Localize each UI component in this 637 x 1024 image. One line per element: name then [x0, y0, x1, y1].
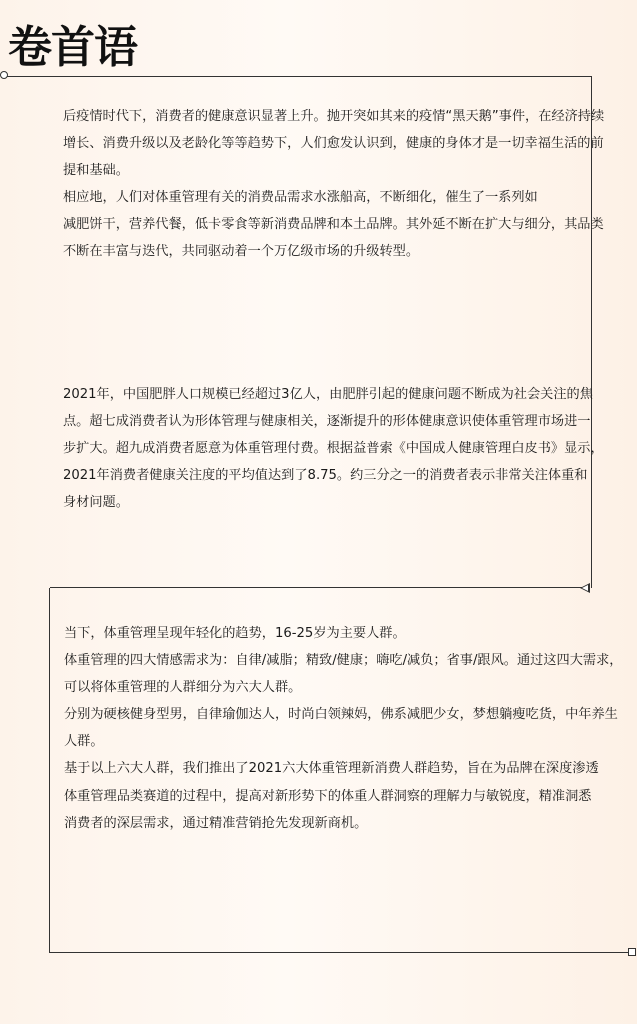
text-line: 体重管理品类赛道的过程中，提高对新形势下的体重人群洞察的理解力与敏锐度，精准洞悉 [64, 788, 592, 804]
trend-paragraphs [64, 620, 622, 837]
text-line: 增长、消费升级以及老龄化等等趋势下，人们愈发认识到，健康的身体才是一切幸福生活的前 [63, 136, 604, 152]
text-line: 消费者的深层需求，通过精准营销抢先发现新商机。 [64, 815, 368, 831]
text-line: 可以将体重管理的人群细分为六大人群。 [64, 680, 302, 696]
text-line: 身材问题。 [63, 495, 129, 511]
text-line: 点。超七成消费者认为形体管理与健康相关，逐渐提升的形体健康意识使体重管理市场进一 [63, 414, 591, 430]
page-title: 卷首语 [8, 22, 137, 73]
text-line: 分别为硬核健身型男，自律瑜伽达人，时尚白领辣妈，佛系减肥少女，梦想躺瘦吃货，中年养生 [64, 707, 618, 723]
square-connector-icon [628, 948, 636, 956]
text-line: 体重管理的四大情感需求为：自律/减脂；精致/健康；嗨吃/减负；省事/跟风。通过这四大需求， [64, 653, 623, 669]
text-line: 后疫情时代下，消费者的健康意识显著上升。抛开突如其来的疫情“黑天鹅”事件，在经济持续 [63, 109, 605, 124]
intro-paragraphs [63, 103, 604, 266]
text-line: 人群。 [64, 734, 104, 750]
text-line: 当下，体重管理呈现年轻化的趋势，16-25岁为主要人群。 [64, 626, 406, 641]
text-line: 基于以上六大人群，我们推出了2021六大体重管理新消费人群趋势，旨在为品牌在深度渗透 [64, 761, 599, 777]
text-line: 减肥饼干，营养代餐，低卡零食等新消费品牌和本土品牌。其外延不断在扩大与细分，其品类 [63, 217, 604, 233]
circle-connector-icon [0, 71, 8, 79]
triangle-arrow-icon [580, 583, 590, 593]
market-paragraph [63, 381, 604, 516]
text-line: 2021年消费者健康关注度的平均值达到了8.75。约三分之一的消费者表示非常关注体重和 [63, 468, 588, 484]
text-line: 相应地，人们对体重管理有关的消费品需求水涨船高，不断细化，催生了一系列如 [63, 190, 538, 206]
text-line: 2021年，中国肥胖人口规模已经超过3亿人，由肥胖引起的健康问题不断成为社会关注的焦 [63, 387, 593, 402]
text-line: 步扩大。超九成消费者愿意为体重管理付费。根据益普索《中国成人健康管理白皮书》显示， [63, 441, 604, 457]
text-line: 不断在丰富与迭代，共同驱动着一个万亿级市场的升级转型。 [63, 244, 420, 260]
text-line: 提和基础。 [63, 163, 129, 179]
